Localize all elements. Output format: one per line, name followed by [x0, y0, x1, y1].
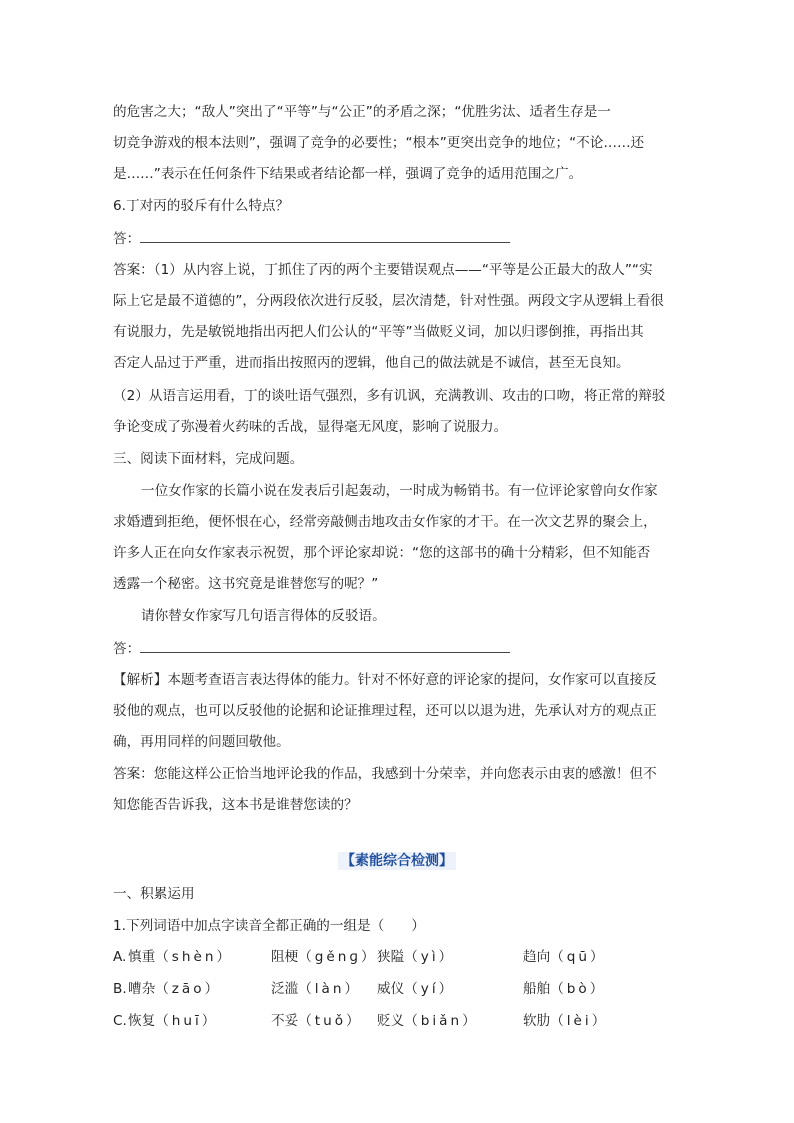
answer-6-line: 有说服力，先是敏锐地指出丙把人们公认的“平等”当做贬义词，加以归谬倒推，再指出其 — [113, 324, 644, 340]
paragraph-line: 是……”表示在任何条件下结果或者结论都一样，强调了竞争的适用范围之广。 — [113, 166, 583, 182]
answer-6-line: 争论变成了弥漫着火药味的舌战，显得毫无风度，影响了说服力。 — [113, 419, 508, 435]
option-word: 贬义（biǎn） — [377, 1013, 479, 1029]
option-word: 嘈杂（zāo） — [128, 981, 222, 997]
option-letter: A. — [113, 949, 127, 965]
answer-6-line: 否定人品过于严重，进而指出按照丙的逻辑，他自己的做法就是不诚信，甚至无良知。 — [113, 355, 630, 371]
question-6: 6.丁对丙的驳斥有什么特点？ — [113, 198, 290, 214]
option-word: 趋向（qū） — [523, 949, 607, 965]
answer-blank[interactable] — [140, 228, 510, 243]
option-word: 威仪（yí） — [377, 981, 456, 997]
section-3-title: 三、阅读下面材料，完成问题。 — [113, 451, 304, 467]
option-word: 软肋（lèi） — [523, 1013, 609, 1029]
option-word: 船舶（bò） — [523, 981, 607, 997]
answer-3-line: 知您能否告诉我，这本书是谁替您读的？ — [113, 797, 358, 813]
answer-6-line: 际上它是最不道德的”，分两段依次进行反驳，层次清楚，针对性强。两段文字从逻辑上看很 — [113, 293, 664, 309]
option-letter: B. — [113, 981, 127, 997]
option-word: 狭隘（yì） — [377, 949, 456, 965]
answer-label: 答： — [113, 231, 141, 247]
material-line: 许多人正在向女作家表示祝贺，那个评论家却说：“您的这部书的确十分精彩，但不知能否 — [113, 545, 651, 561]
section-1-title: 一、积累运用 — [113, 886, 195, 902]
section-heading-text: 【素能综合检测】 — [338, 852, 456, 870]
material-line: 求婚遭到拒绝，便怀恨在心，经常旁敲侧击地攻击女作家的才干。在一次文艺界的聚会上， — [113, 514, 657, 530]
material-line: 透露一个秘密。这书究竟是谁替您写的呢？” — [113, 576, 379, 592]
analysis-line: 驳他的观点，也可以反驳他的论据和论证推理过程，还可以以退为进，先承认对方的观点正 — [113, 703, 657, 719]
material-line: 一位女作家的长篇小说在发表后引起轰动，一时成为畅销书。有一位评论家曾向女作家 — [141, 483, 658, 499]
section-heading — [0, 850, 794, 872]
question-1: 1.下列词语中加点字读音全都正确的一组是（ ） — [113, 918, 426, 934]
answer-3-line: 答案：您能这样公正恰当地评论我的作品，我感到十分荣幸，并向您表示由衷的感激！但不 — [113, 766, 657, 782]
option-letter: C. — [113, 1013, 127, 1029]
analysis-line: 确，再用同样的问题回敬他。 — [113, 734, 290, 750]
answer-6-line: 答案：（1）从内容上说，丁抓住了丙的两个主要错误观点——“平等是公正最大的敌人”“实 — [113, 262, 653, 278]
paragraph-line: 切竞争游戏的根本法则”，强调了竞争的必要性；“根本”更突出竞争的地位；“不论……还 — [113, 135, 645, 151]
answer-line — [113, 638, 683, 659]
answer-blank[interactable] — [140, 638, 510, 653]
analysis-line: 【解析】本题考查语言表达得体的能力。针对不怀好意的评论家的提问，女作家可以直接反 — [113, 672, 657, 688]
answer-line — [113, 228, 683, 249]
answer-label: 答： — [113, 641, 141, 657]
option-word: 慎重（shèn） — [128, 949, 234, 965]
option-word: 泛滥（làn） — [271, 981, 362, 997]
answer-6-line: （2）从语言运用看，丁的谈吐语气强烈，多有讥讽，充满教训、攻击的口吻，将正常的辩驳 — [113, 388, 666, 404]
paragraph-line: 的危害之大；“敌人”突出了“平等”与“公正”的矛盾之深；“优胜劣汰、适者生存是一 — [113, 104, 611, 120]
option-word: 不妥（tuǒ） — [271, 1013, 363, 1029]
option-word: 恢复（huī） — [128, 1013, 219, 1029]
task-line: 请你替女作家写几句语言得体的反驳语。 — [141, 608, 386, 624]
option-word: 阻梗（gěnɡ） — [271, 949, 378, 965]
